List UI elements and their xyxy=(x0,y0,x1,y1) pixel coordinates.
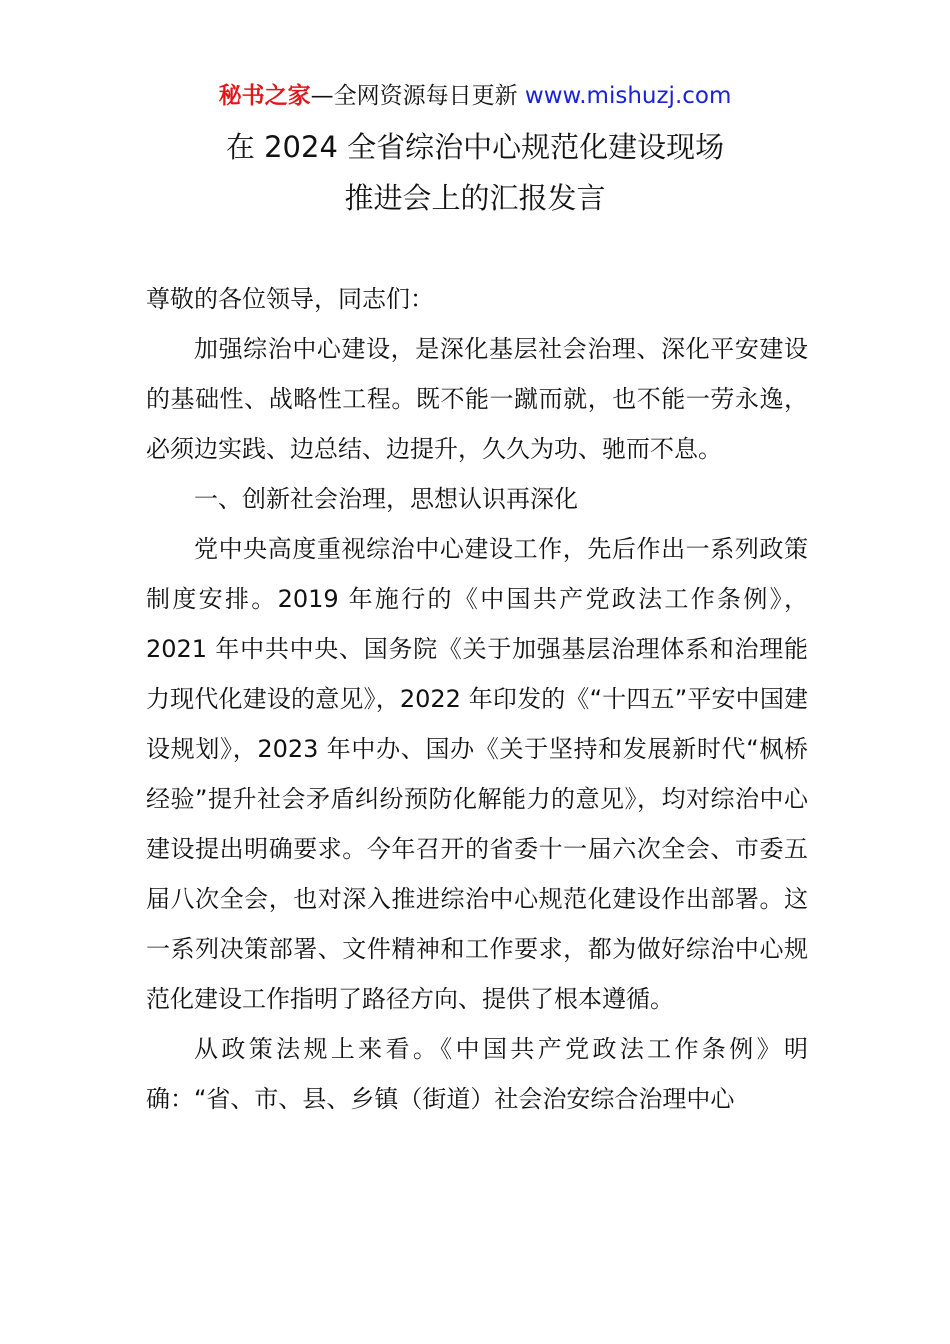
document-title-line-1: 在 2024 全省综治中心规范化建设现场 xyxy=(225,130,725,164)
paragraph-regulations: 从政策法规上来看。《中国共产党政法工作条例》明确：“省、市、县、乡镇（街道）社会治安综合治理中心 xyxy=(146,1035,808,1113)
document-body xyxy=(146,274,808,1124)
site-brand: 秘书之家 xyxy=(218,83,311,109)
section-heading: 一、创新社会治理，思想认识再深化 xyxy=(194,485,578,513)
salutation: 尊敬的各位领导，同志们： xyxy=(146,285,434,313)
paragraph-policy: 党中央高度重视综治中心建设工作，先后作出一系列政策制度安排。2019 年施行的《中国共产党政法工作条例》，2021 年中共中央、国务院《关于加强基层治理体系和治理能力现代化建设的意见》，2022 年印发的《“十四五”平安中国建设规划》，2023 年中办、国办《关于坚持和发展新时代“枫桥经验”提升社会矛盾纠纷预防化解能力的意见》，均对综治中心建设提出明确要求。今年召开的省委十一届六次全会、市委五届八次全会，也对深入推进综治中心规范化建设作出部署。这一系列决策部署、文件精神和工作要求，都为做好综治中心规范化建设工作指明了路径方向、提供了根本遵循。 xyxy=(146,535,808,1013)
site-header xyxy=(0,80,950,112)
site-tagline: —全网资源每日更新 xyxy=(310,83,518,109)
document-title-line-2: 推进会上的汇报发言 xyxy=(344,181,606,215)
paragraph-intro: 加强综治中心建设，是深化基层社会治理、深化平安建设的基础性、战略性工程。既不能一蹴而就，也不能一劳永逸，必须边实践、边总结、边提升，久久为功、驰而不息。 xyxy=(146,335,808,463)
site-url-link[interactable]: www.mishuzj.com xyxy=(524,83,732,109)
